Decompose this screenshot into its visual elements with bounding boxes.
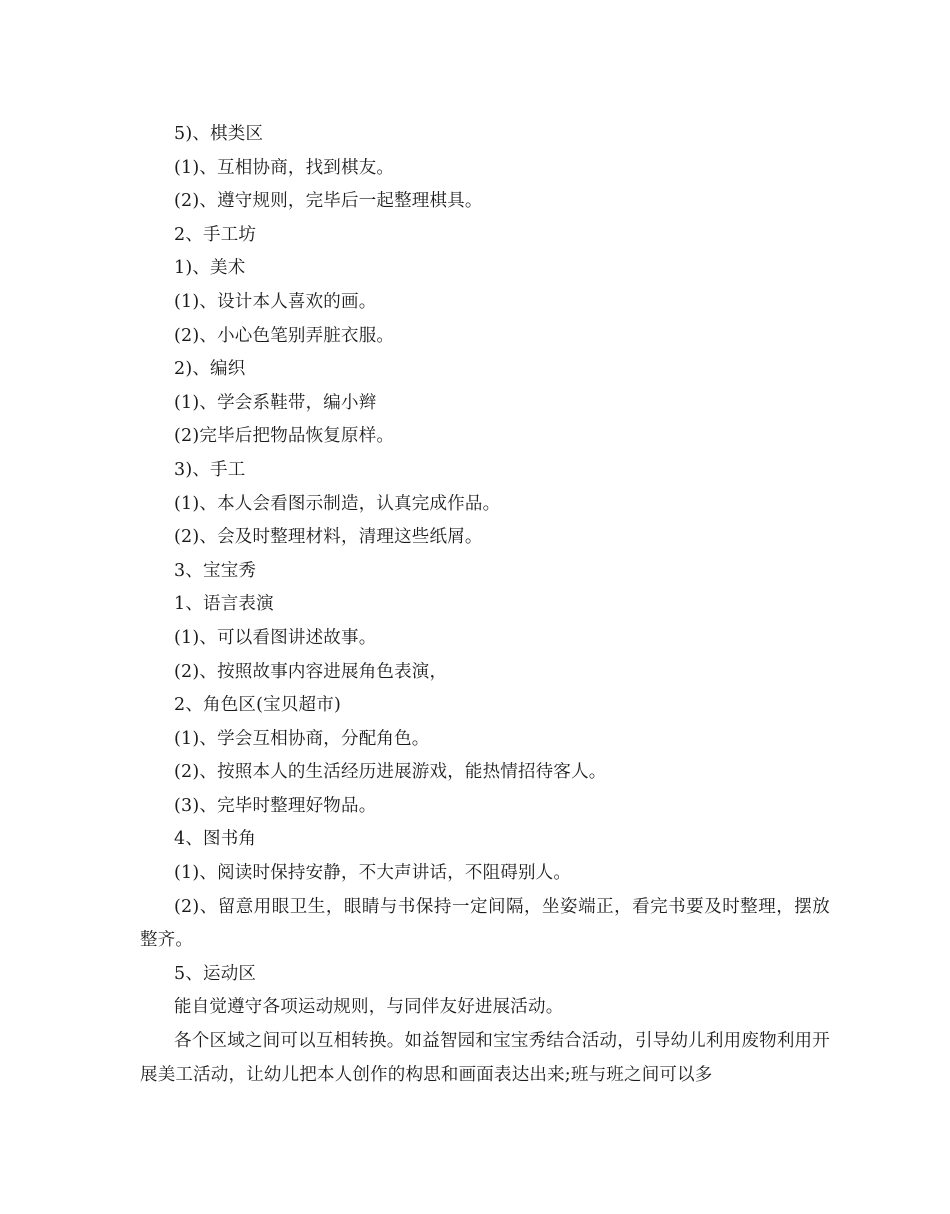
text-line: (2)、会及时整理材料，清理这些纸屑。 — [174, 527, 483, 548]
subsection-heading: 1)、美术 — [174, 258, 246, 279]
text-line: (1)、本人会看图示制造，认真完成作品。 — [174, 493, 501, 514]
subsection-heading: 2)、编织 — [174, 359, 246, 380]
section-heading: 5、运动区 — [174, 963, 257, 984]
text-line: 能自觉遵守各项运动规则，与同伴友好进展活动。 — [174, 997, 564, 1018]
transfer-paragraph: 各个区域之间可以互相转换。如益智园和宝宝秀结合活动，引导幼儿利用废物利用开展美工活动，让幼儿把本人创作的构思和画面表达出来;班与班之间可以多 — [140, 1031, 830, 1085]
text-line: (1)、可以看图讲述故事。 — [174, 627, 377, 648]
subsection-heading: 3)、手工 — [174, 459, 246, 480]
text-line: (1)、学会系鞋带，编小辫 — [174, 392, 377, 413]
text-line: (1)、阅读时保持安静，不大声讲话，不阻碍别人。 — [174, 863, 572, 884]
reading-paragraph: (2)、留意用眼卫生，眼睛与书保持一定间隔，坐姿端正，看完书要及时整理，摆放整齐。 — [140, 896, 830, 951]
section-heading: 2、手工坊 — [174, 224, 257, 245]
text-line: (3)、完毕时整理好物品。 — [174, 795, 377, 816]
text-line: (1)、设计本人喜欢的画。 — [174, 291, 377, 312]
text-line: (2)、按照本人的生活经历进展游戏，能热情招待客人。 — [174, 762, 607, 783]
subsection-heading: 1、语言表演 — [174, 594, 274, 615]
text-line: 5)、棋类区 — [174, 124, 264, 144]
subsection-heading: 2、角色区(宝贝超市) — [174, 695, 341, 716]
document-body — [140, 118, 830, 1092]
text-line: (2)完毕后把物品恢复原样。 — [174, 426, 395, 447]
section-heading: 4、图书角 — [174, 829, 257, 850]
section-heading: 3、宝宝秀 — [174, 560, 257, 581]
text-line: (2)、遵守规则，完毕后一起整理棋具。 — [174, 191, 483, 212]
text-line: (1)、学会互相协商，分配角色。 — [174, 728, 430, 749]
text-line: (2)、按照故事内容进展角色表演， — [174, 661, 448, 682]
text-line: (2)、小心色笔别弄脏衣服。 — [174, 325, 395, 346]
text-line: (1)、互相协商，找到棋友。 — [174, 157, 395, 178]
